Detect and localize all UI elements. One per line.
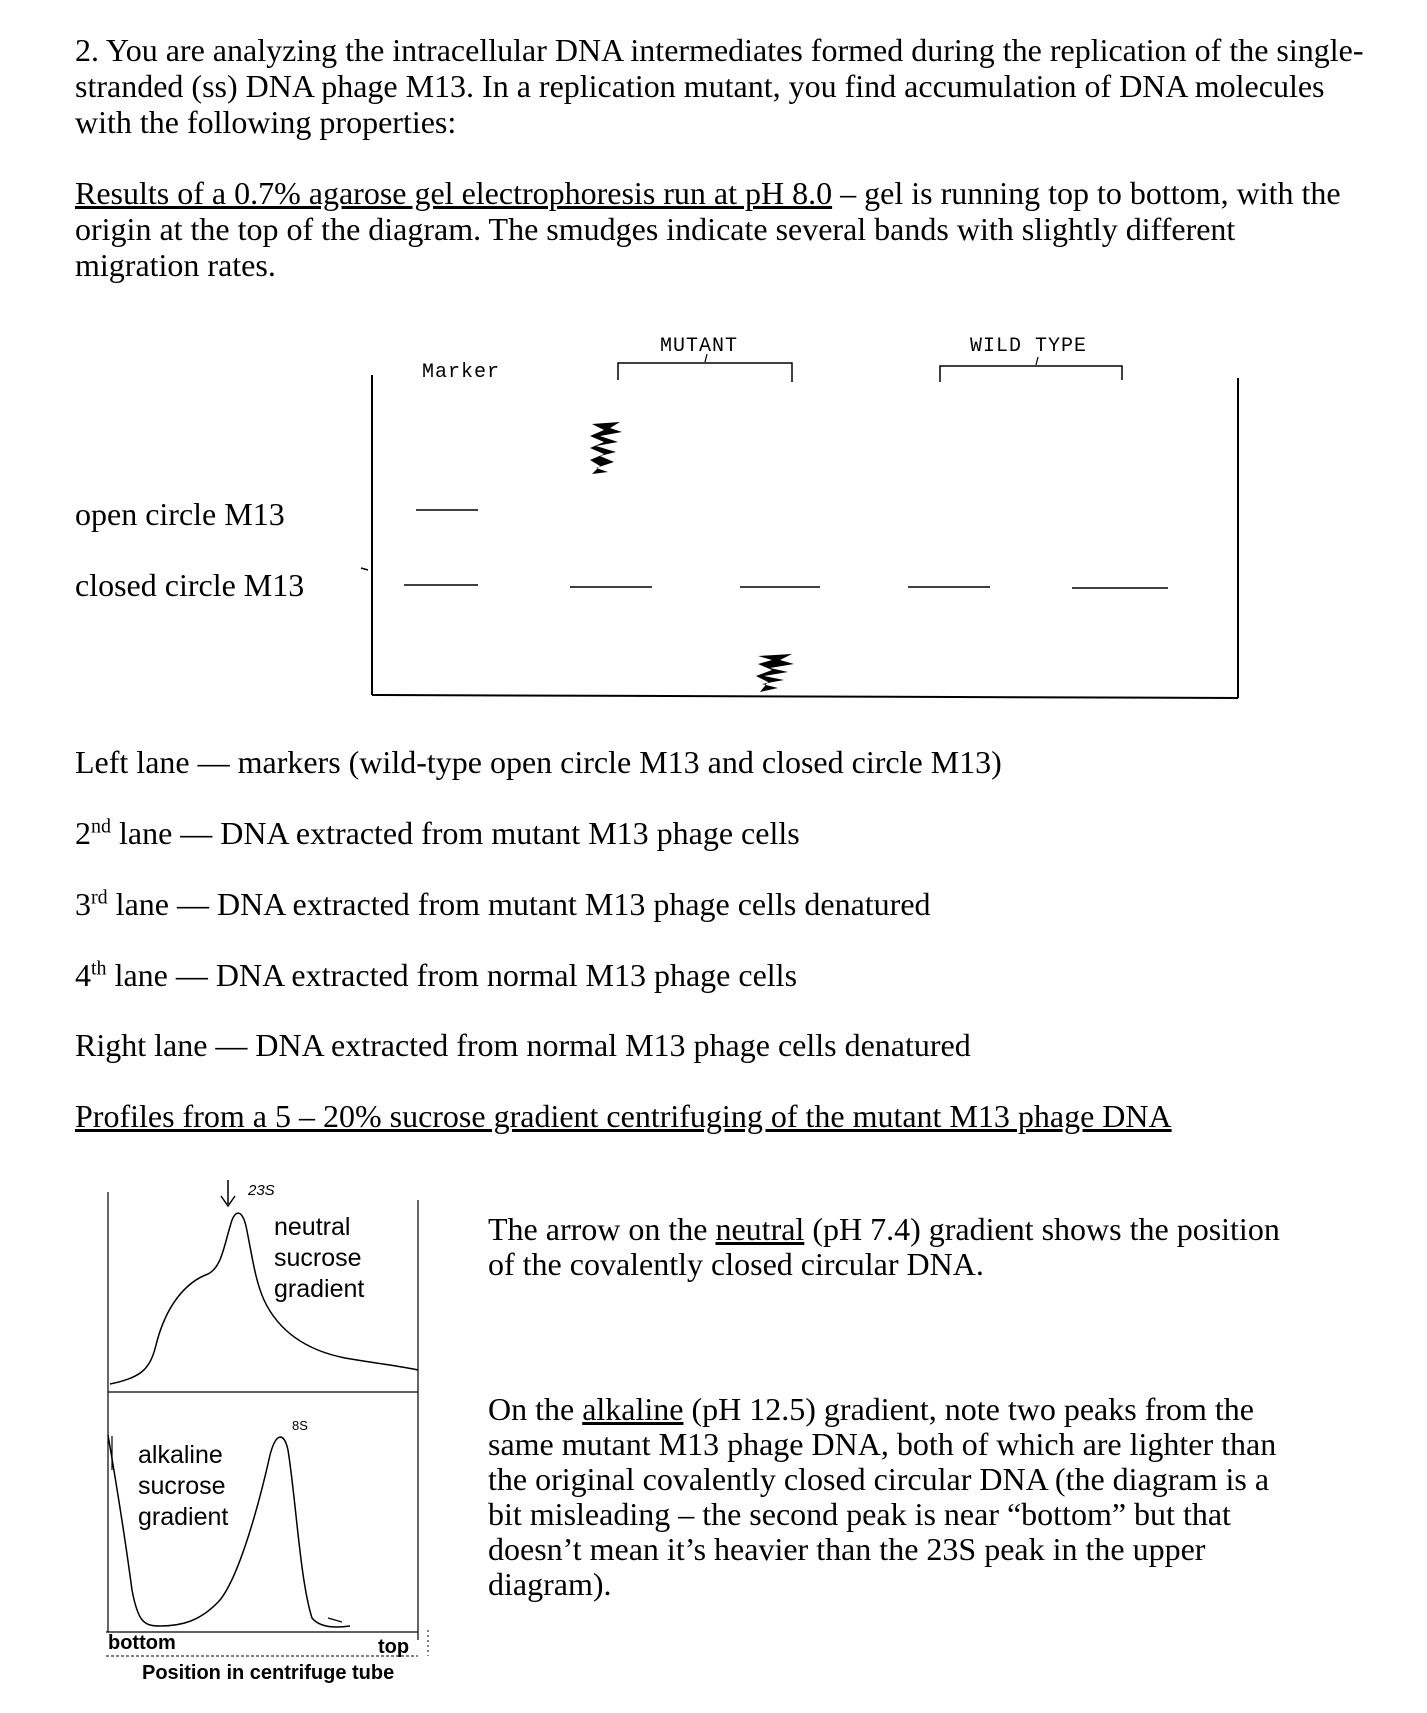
neutral-gradient-label: neutral sucrose gradient [274,1213,365,1303]
lane-label-wild-type: WILD TYPE [970,335,1088,358]
lane-description-4: 4th lane — DNA extracted from normal M13 phage cells [75,957,798,993]
row-label-closed-circle: closed circle M13 [75,567,305,603]
alkaline-note: On the alkaline (pH 12.5) gradient, note two peaks from the same mutant M13 phage DNA, both of which are lighter than the original covalently closed circular DNA (the diagram is a bit misleading – the second peak is near “bottom” but that doesn’t mean it’s heavier than the 23S peak in the upper diagram). [488,1391,1277,1602]
mutant-denatured-smudge [756,654,794,692]
gel-tick-mark [361,568,368,570]
lane-description-5: Right lane — DNA extracted from normal M13 phage cells denatured [75,1027,971,1063]
wildtype-bracket-tick [1036,357,1038,365]
axis-label-top: top [378,1636,410,1658]
mutant-smudge-top [590,422,622,474]
sucrose-svg [100,1170,440,1690]
alkaline-tick [328,1618,342,1622]
gel-heading-rest: – gel is running top to bottom, with the origin at the top of the diagram. The smudges indicate several bands with slightly different migration rates. [75,175,1341,283]
wildtype-bracket [940,366,1122,382]
lane-description-2: 2nd lane — DNA extracted from mutant M13 phage cells [75,815,800,851]
row-label-open-circle: open circle M13 [75,496,285,532]
axis-caption: Position in centrifuge tube [142,1662,395,1684]
axis-label-bottom: bottom [108,1632,176,1654]
sucrose-heading: Profiles from a 5 – 20% sucrose gradient centrifuging of the mutant M13 phage DNA [75,1098,1172,1134]
marker-8s: 8S [292,1418,308,1433]
sucrose-gradient-diagram [100,1170,440,1690]
gel-heading-underlined: Results of a 0.7% agarose gel electrophoresis run at pH 8.0 [75,175,833,211]
marker-23s: 23S [248,1182,275,1199]
lane-description-3: 3rd lane — DNA extracted from mutant M13 phage cells denatured [75,886,931,922]
alkaline-gradient-label: alkaline sucrose gradient [138,1441,229,1531]
question-intro: 2. You are analyzing the intracellular DNA intermediates formed during the replication of the single-stranded (ss) DNA phage M13. In a replication mutant, you find accumulation of DNA molecules with the following properties: [75,32,1364,140]
gel-heading [75,175,1365,283]
lane-description-1: Left lane — markers (wild-type open circle M13 and closed circle M13) [75,744,1002,780]
gel-bottom-border [372,695,1238,698]
lane-label-marker: Marker [422,361,501,384]
gel-diagram [360,320,1240,720]
neutral-profile-curve [110,1213,418,1384]
mutant-bracket [618,363,792,382]
neutral-note: The arrow on the neutral (pH 7.4) gradient shows the position of the covalently closed circular DNA. [488,1211,1280,1282]
lane-label-mutant: MUTANT [660,335,739,358]
